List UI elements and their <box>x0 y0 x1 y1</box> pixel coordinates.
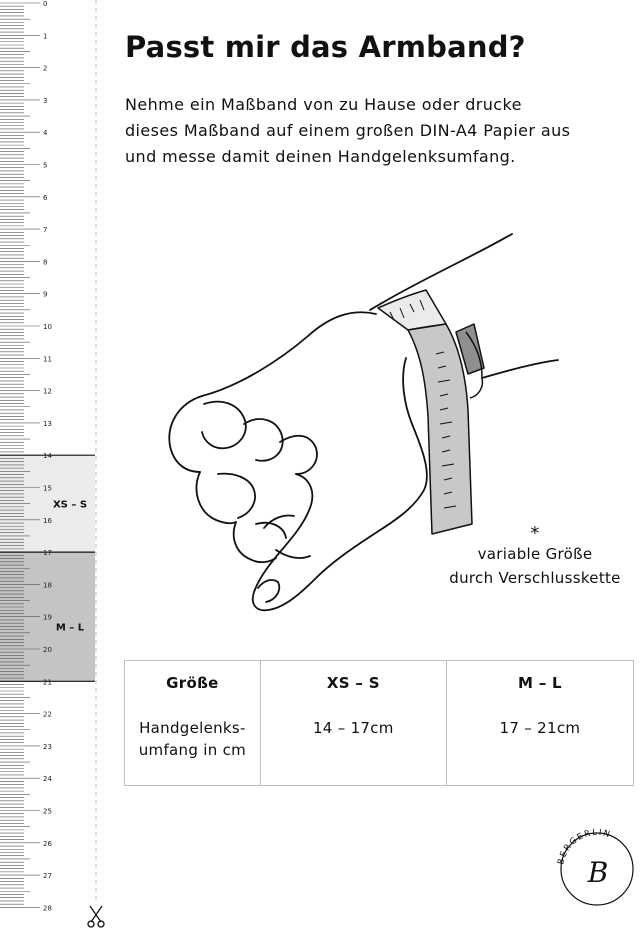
value-m-l: 17 – 21cm <box>446 705 633 786</box>
ruler-label-21: 21 <box>43 678 52 687</box>
ruler-label-14: 14 <box>43 452 52 461</box>
ruler-label-9: 9 <box>43 290 48 299</box>
ruler-label-1: 1 <box>43 32 48 41</box>
band-m-l-label: M – L <box>55 622 85 634</box>
ruler-label-27: 27 <box>43 872 52 881</box>
ruler-label-22: 22 <box>43 710 52 719</box>
ruler-label-28: 28 <box>43 904 52 913</box>
ruler-label-11: 11 <box>43 355 52 364</box>
bergerlin-logo <box>554 826 640 912</box>
variable-size-note <box>430 522 640 590</box>
ruler-label-13: 13 <box>43 419 52 428</box>
logo-text: BERGERLIN <box>556 827 613 866</box>
size-table-row <box>125 705 634 786</box>
header-m-l: M – L <box>446 661 633 706</box>
ruler-label-2: 2 <box>43 64 48 73</box>
note-asterisk: * <box>530 523 540 544</box>
ruler-label-20: 20 <box>43 646 52 654</box>
ruler-label-25: 25 <box>43 807 52 816</box>
header-xs-s: XS – S <box>260 661 446 706</box>
ruler-label-8: 8 <box>43 258 48 267</box>
size-table <box>124 660 634 786</box>
ruler-label-12: 12 <box>43 387 52 396</box>
header-size: Größe <box>125 661 261 706</box>
ruler-label-16: 16 <box>43 516 52 525</box>
ruler-label-26: 26 <box>43 839 52 848</box>
row-label-line-2: umfang in cm <box>138 741 247 759</box>
intro-line-3: und messe damit deinen Handgelenksumfang. <box>125 147 516 166</box>
value-xs-s: 14 – 17cm <box>260 705 446 786</box>
intro-line-1: Nehme ein Maßband von zu Hause oder drucke <box>125 95 522 114</box>
row-label <box>125 705 261 786</box>
row-label-line-1: Handgelenks- <box>139 719 246 737</box>
logo-letter: B <box>587 856 609 889</box>
ruler-label-0: 0 <box>43 0 48 8</box>
ruler-label-15: 15 <box>43 484 52 493</box>
intro-text <box>125 92 625 170</box>
note-line-1: variable Größe <box>477 545 593 563</box>
intro-line-2: dieses Maßband auf einem großen DIN-A4 Papier aus <box>125 121 571 140</box>
ruler-label-4: 4 <box>43 129 48 138</box>
size-table-header-row <box>125 661 634 706</box>
note-line-2: durch Verschlusskette <box>449 569 621 587</box>
ruler-label-19: 19 <box>43 613 52 622</box>
ruler-label-7: 7 <box>43 226 48 235</box>
ruler-label-18: 18 <box>43 581 52 590</box>
ruler-label-10: 10 <box>43 323 52 331</box>
ruler-label-17: 17 <box>43 549 52 558</box>
measuring-tape-ruler <box>0 0 110 928</box>
ruler-label-24: 24 <box>43 775 52 784</box>
band-xs-s-label: XS – S <box>52 499 88 511</box>
scissors-icon <box>88 906 104 927</box>
page-title: Passt mir das Armband? <box>125 30 526 64</box>
ruler-label-3: 3 <box>43 96 48 105</box>
ruler-label-6: 6 <box>43 193 48 202</box>
ruler-label-5: 5 <box>43 161 48 170</box>
ruler-label-23: 23 <box>43 742 52 751</box>
